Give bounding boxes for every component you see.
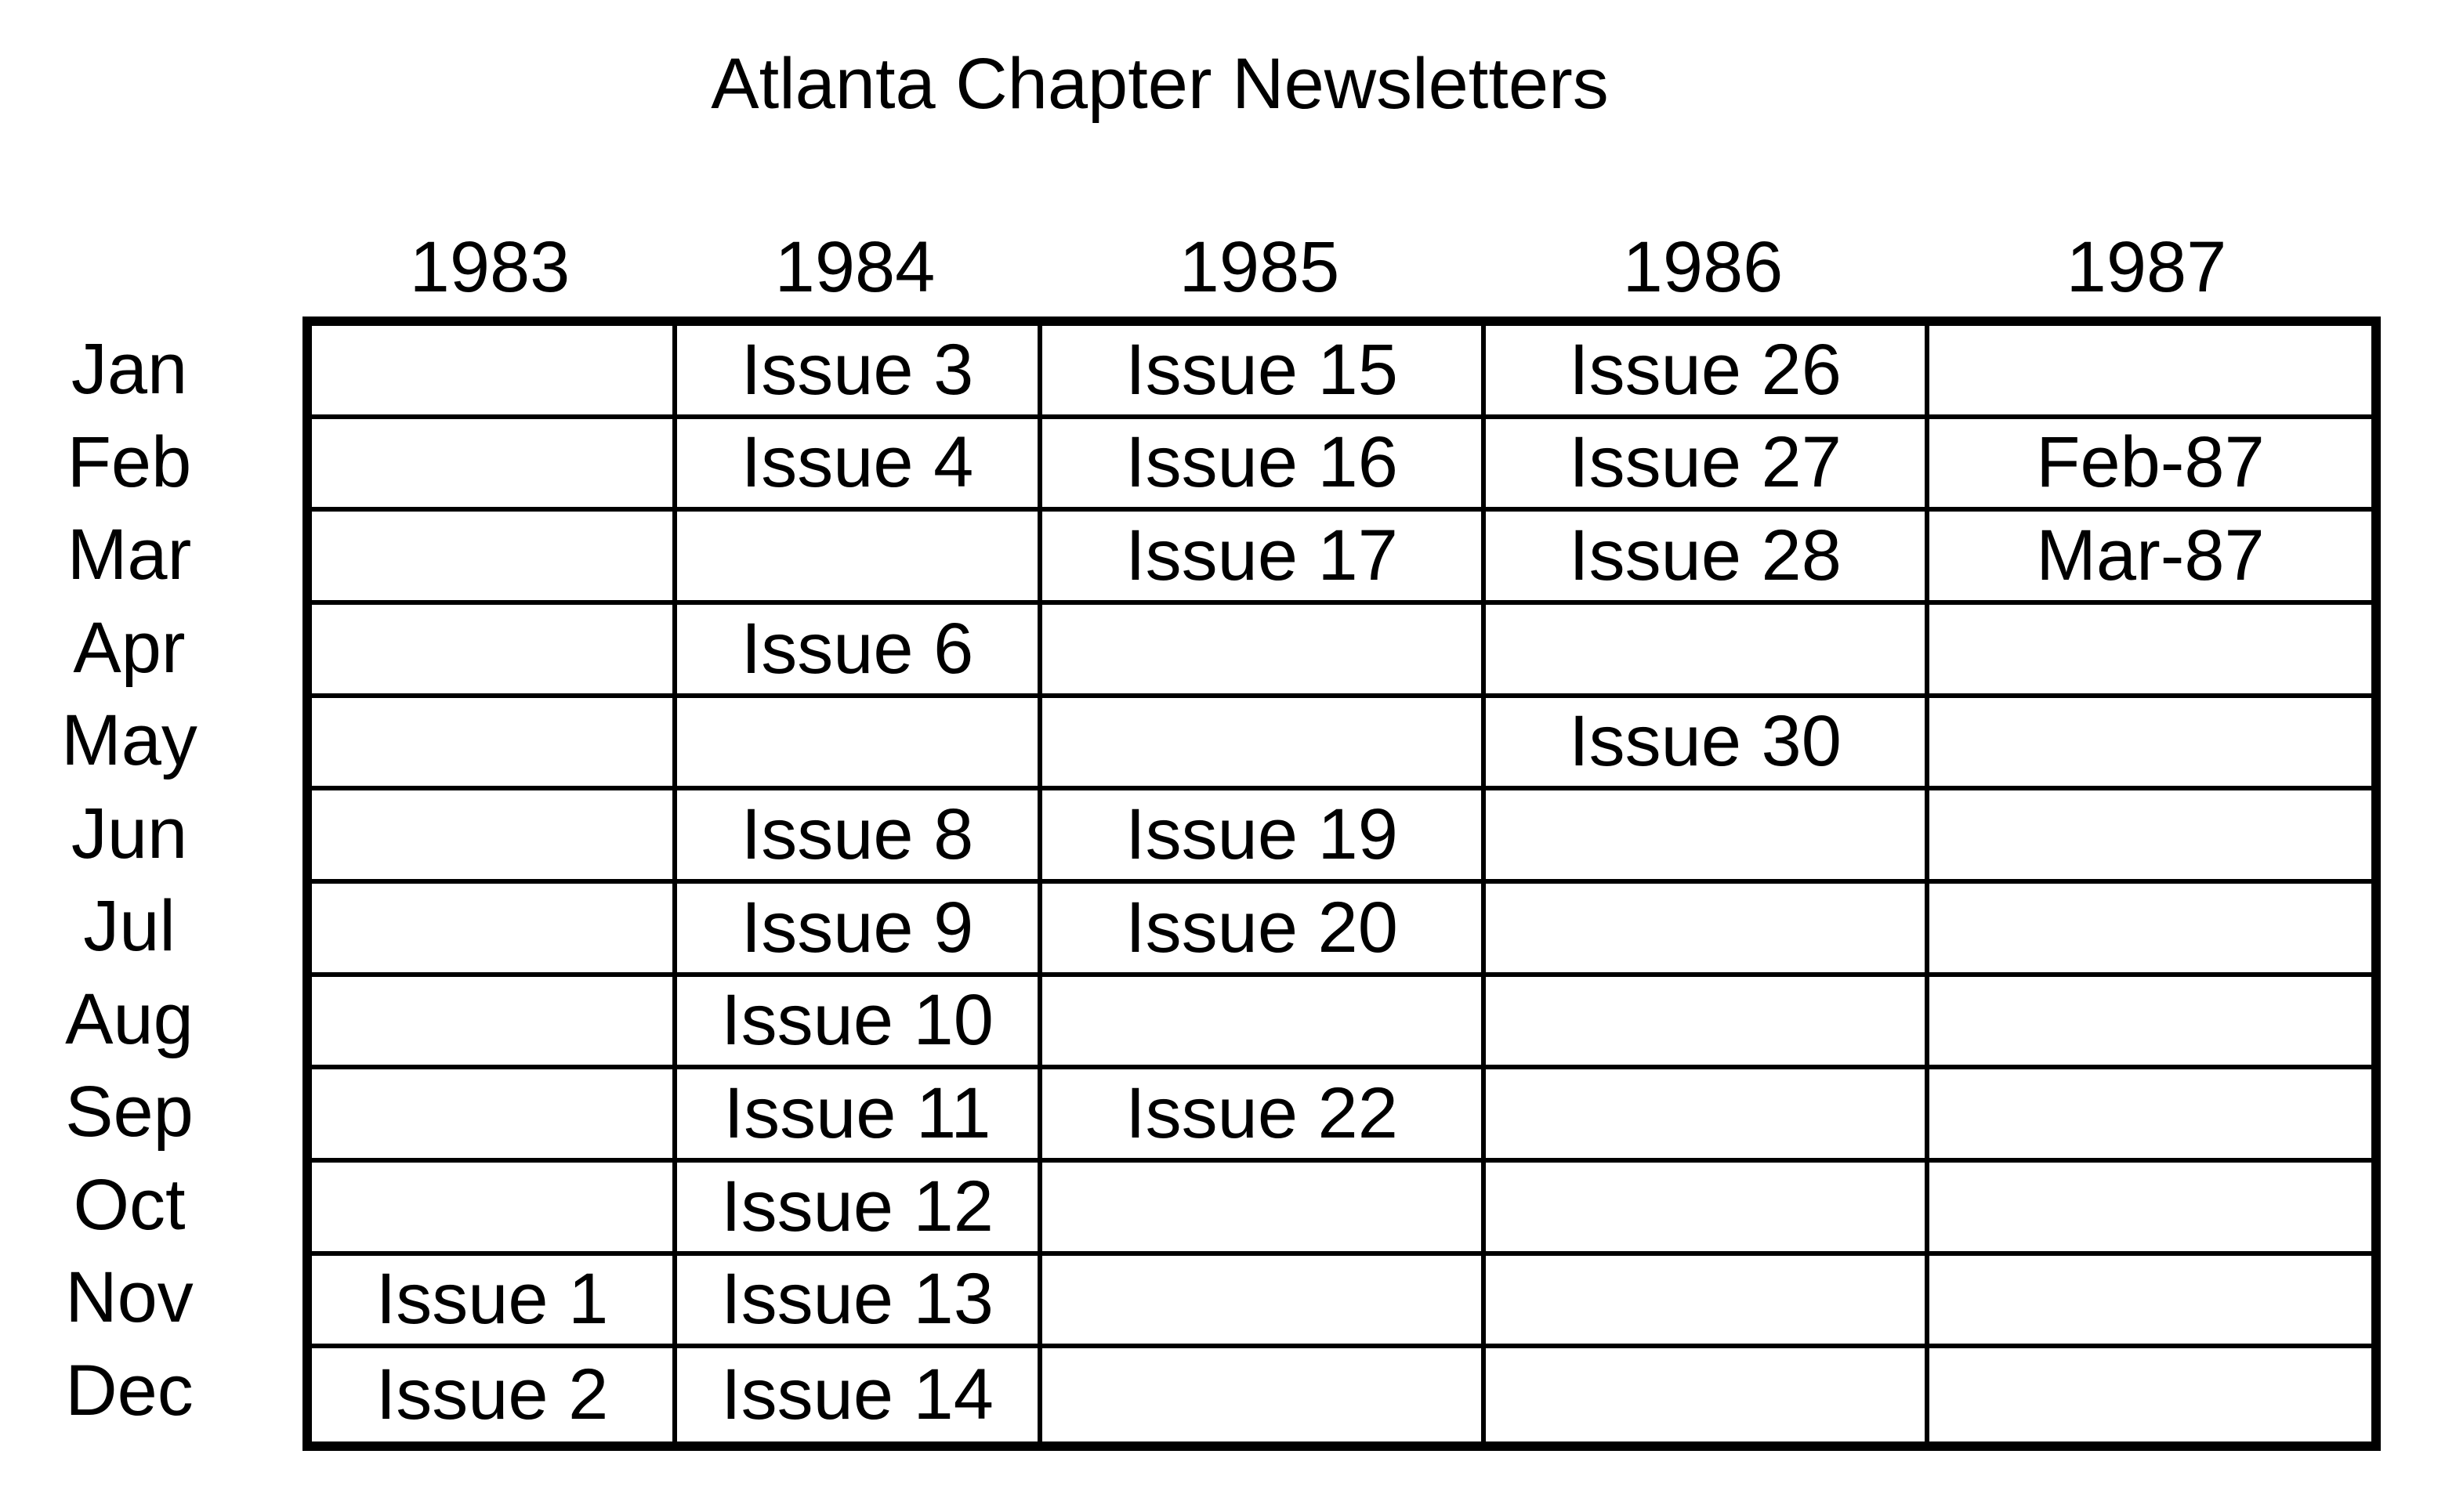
month-label-apr: Apr bbox=[73, 607, 186, 688]
month-label-may: May bbox=[61, 700, 197, 780]
table-cell-may-1984 bbox=[677, 698, 1042, 791]
table-cell-jun-1985: Issue 19 bbox=[1042, 790, 1486, 884]
table-cell-sep-1985: Issue 22 bbox=[1042, 1069, 1486, 1163]
table-cell-sep-1987 bbox=[1929, 1069, 2371, 1163]
month-label-jun: Jun bbox=[71, 793, 188, 874]
page-title: Atlanta Chapter Newsletters bbox=[711, 44, 1609, 124]
table-cell-jan-1985: Issue 15 bbox=[1042, 326, 1486, 419]
table-cell-dec-1985 bbox=[1042, 1348, 1486, 1441]
table-cell-dec-1984: Issue 14 bbox=[677, 1348, 1042, 1441]
table-cell-oct-1987 bbox=[1929, 1163, 2371, 1256]
table-cell-jun-1986 bbox=[1486, 790, 1929, 884]
month-label-oct: Oct bbox=[73, 1164, 186, 1245]
year-header-row bbox=[307, 224, 2376, 310]
table-cell-aug-1987 bbox=[1929, 977, 2371, 1070]
table-cell-nov-1987 bbox=[1929, 1256, 2371, 1349]
table-cell-oct-1983 bbox=[312, 1163, 677, 1256]
table-cell-sep-1983 bbox=[312, 1069, 677, 1163]
table-cell-jun-1983 bbox=[312, 790, 677, 884]
table-cell-jun-1984: Issue 8 bbox=[677, 790, 1042, 884]
month-label-aug: Aug bbox=[65, 978, 194, 1059]
table-cell-feb-1987: Feb-87 bbox=[1929, 419, 2371, 512]
table-cell-feb-1984: Issue 4 bbox=[677, 419, 1042, 512]
table-cell-aug-1983 bbox=[312, 977, 677, 1070]
table-cell-jun-1987 bbox=[1929, 790, 2371, 884]
table-cell-sep-1984: Issue 11 bbox=[677, 1069, 1042, 1163]
table-cell-feb-1986: Issue 27 bbox=[1486, 419, 1929, 512]
table-cell-apr-1986 bbox=[1486, 605, 1929, 698]
table-cell-dec-1983: Issue 2 bbox=[312, 1348, 677, 1441]
month-label-sep: Sep bbox=[65, 1072, 194, 1152]
table-cell-oct-1984: Issue 12 bbox=[677, 1163, 1042, 1256]
month-labels bbox=[31, 323, 227, 1437]
newsletter-grid bbox=[302, 317, 2381, 1451]
table-cell-oct-1985 bbox=[1042, 1163, 1486, 1256]
table-cell-jul-1987 bbox=[1929, 884, 2371, 977]
year-header-1986: 1986 bbox=[1622, 227, 1784, 307]
month-label-jan: Jan bbox=[71, 329, 188, 409]
month-label-dec: Dec bbox=[65, 1350, 194, 1431]
table-cell-nov-1986 bbox=[1486, 1256, 1929, 1349]
table-cell-nov-1985 bbox=[1042, 1256, 1486, 1349]
table-cell-feb-1983 bbox=[312, 419, 677, 512]
table-cell-nov-1984: Issue 13 bbox=[677, 1256, 1042, 1349]
table-cell-apr-1983 bbox=[312, 605, 677, 698]
table-cell-mar-1987: Mar-87 bbox=[1929, 512, 2371, 605]
table-cell-apr-1985 bbox=[1042, 605, 1486, 698]
year-header-1984: 1984 bbox=[774, 227, 936, 307]
month-label-nov: Nov bbox=[65, 1257, 194, 1337]
year-header-1987: 1987 bbox=[2066, 227, 2227, 307]
table-cell-dec-1986 bbox=[1486, 1348, 1929, 1441]
table-cell-mar-1983 bbox=[312, 512, 677, 605]
table-cell-nov-1983: Issue 1 bbox=[312, 1256, 677, 1349]
table-cell-sep-1986 bbox=[1486, 1069, 1929, 1163]
table-cell-may-1983 bbox=[312, 698, 677, 791]
table-cell-feb-1985: Issue 16 bbox=[1042, 419, 1486, 512]
table-cell-aug-1985 bbox=[1042, 977, 1486, 1070]
table-cell-jul-1985: Issue 20 bbox=[1042, 884, 1486, 977]
table-cell-apr-1984: Issue 6 bbox=[677, 605, 1042, 698]
table-cell-aug-1984: Issue 10 bbox=[677, 977, 1042, 1070]
table-cell-aug-1986 bbox=[1486, 977, 1929, 1070]
table-cell-jan-1983 bbox=[312, 326, 677, 419]
table-cell-jan-1984: Issue 3 bbox=[677, 326, 1042, 419]
table-cell-jul-1984: Issue 9 bbox=[677, 884, 1042, 977]
table-cell-mar-1986: Issue 28 bbox=[1486, 512, 1929, 605]
table-cell-jul-1986 bbox=[1486, 884, 1929, 977]
year-header-1985: 1985 bbox=[1179, 227, 1340, 307]
table-cell-jul-1983 bbox=[312, 884, 677, 977]
table-cell-dec-1987 bbox=[1929, 1348, 2371, 1441]
table-cell-jan-1986: Issue 26 bbox=[1486, 326, 1929, 419]
table-cell-mar-1984 bbox=[677, 512, 1042, 605]
month-label-feb: Feb bbox=[67, 421, 192, 502]
table-cell-may-1987 bbox=[1929, 698, 2371, 791]
table-cell-apr-1987 bbox=[1929, 605, 2371, 698]
table-cell-oct-1986 bbox=[1486, 1163, 1929, 1256]
table-cell-mar-1985: Issue 17 bbox=[1042, 512, 1486, 605]
month-label-mar: Mar bbox=[67, 515, 192, 595]
table-cell-may-1986: Issue 30 bbox=[1486, 698, 1929, 791]
table-cell-may-1985 bbox=[1042, 698, 1486, 791]
table-cell-jan-1987 bbox=[1929, 326, 2371, 419]
month-label-jul: Jul bbox=[83, 886, 176, 966]
year-header-1983: 1983 bbox=[409, 227, 570, 307]
